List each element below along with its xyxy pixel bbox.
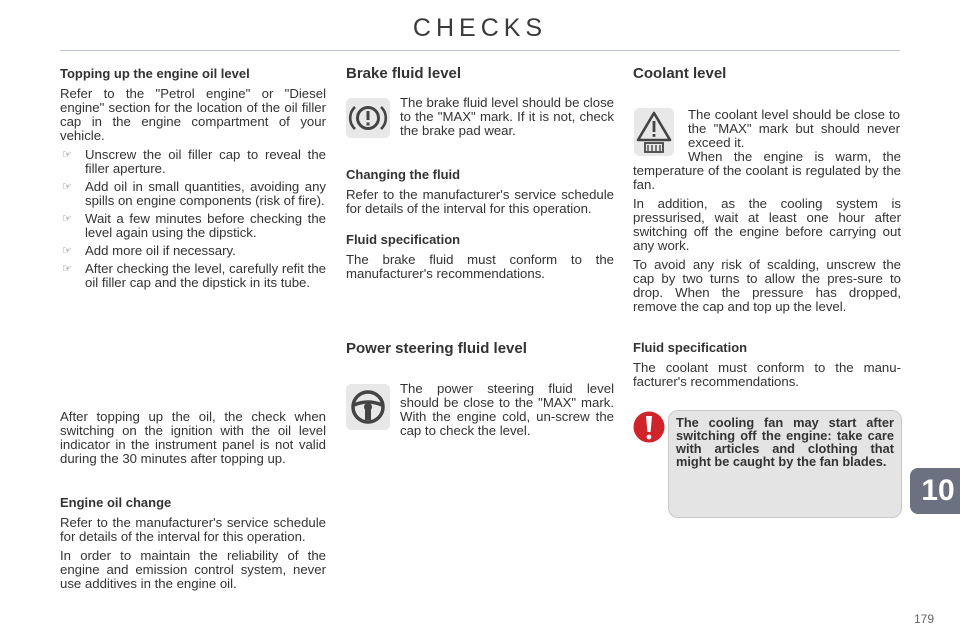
- exclamation-warning-icon: [633, 409, 665, 445]
- oil-change-p1: Refer to the manufacturer's service schedule for details of the interval for this operation.: [60, 515, 326, 544]
- brake-text: The brake fluid level should be close to the "MAX" mark. If it is not, check the brake pad wear.: [400, 95, 614, 138]
- page-title: CHECKS: [412, 14, 548, 42]
- brake-spec-text: The brake fluid must conform to the manufacturer's recommendations.: [346, 252, 614, 281]
- coolant-body: [633, 150, 901, 319]
- after-topping-note: After topping up the oil, the check when switching on the ignition with the oil level indicator in the instrument panel is not valid during the 30 minutes after topping up.: [60, 409, 326, 466]
- coolant-title: Coolant level: [633, 65, 727, 82]
- brake-spec-title: Fluid specification: [346, 232, 461, 247]
- changing-text: Refer to the manufacturer's service schedule for details of the interval for this operation.: [346, 187, 614, 216]
- list-item: ☞ Add more oil if necessary.: [62, 243, 236, 258]
- page-number: 179: [914, 612, 935, 626]
- coolant-spec-text: The coolant must conform to the manu-facturer's recommendations.: [633, 360, 901, 389]
- coolant-spec: [633, 341, 901, 394]
- header-divider: [60, 50, 900, 51]
- coolant-p3: In addition, as the cooling system is pressurised, wait at least one hour after switching off the engine before carrying out any work.: [633, 196, 901, 253]
- hand-pointer-icon: ☞: [62, 263, 72, 275]
- left-column-top: [60, 67, 326, 294]
- coolant-temperature-icon: [634, 108, 674, 156]
- power-title-block: [346, 342, 614, 356]
- topping-title: Topping up the engine oil level: [60, 66, 250, 81]
- left-column-bottom: [60, 410, 326, 596]
- hand-pointer-icon: ☞: [62, 213, 72, 225]
- oil-change-p2: In order to maintain the reliability of the engine and emission control system, never use additives in the engine oil.: [60, 548, 326, 591]
- oil-change-title: Engine oil change: [60, 495, 172, 510]
- coolant-title-block: [633, 67, 901, 81]
- warning-text: The cooling fan may start after switching off the engine: take care with articles and clothing that might be caught by the fan blades.: [676, 415, 894, 469]
- brake-details: [346, 168, 614, 286]
- steering-wheel-icon: [346, 384, 390, 430]
- coolant-p4: To avoid any risk of scalding, unscrew the cap by two turns to allow the pres-sure to drop. When the pressure has dropped, remove the cap and top up the level.: [633, 257, 901, 314]
- power-steering-text: The power steering fluid level should be close to the "MAX" mark. With the engine cold, un-screw the cap to check the level.: [400, 381, 614, 438]
- topping-steps: [60, 148, 326, 290]
- brake-title-block: [346, 67, 614, 81]
- power-steering-title: Power steering fluid level: [346, 340, 527, 357]
- list-item: ☞ Wait a few minutes before checking the level again using the dipstick.: [62, 211, 326, 240]
- hand-pointer-icon: ☞: [62, 149, 72, 161]
- coolant-spec-title: Fluid specification: [633, 340, 748, 355]
- list-item: ☞ After checking the level, carefully refit the oil filler cap and the dipstick in its tube.: [62, 261, 326, 290]
- list-item: ☞ Add oil in small quantities, avoiding any spills on engine components (risk of fire).: [62, 179, 326, 208]
- coolant-p2: When the engine is warm, the temperature of the coolant is regulated by the fan.: [633, 149, 901, 192]
- topping-intro: Refer to the "Petrol engine" or "Diesel engine" section for the location of the oil filler cap in the engine compartment of your vehicle.: [60, 86, 326, 143]
- hand-pointer-icon: ☞: [62, 245, 72, 257]
- list-item: ☞ Unscrew the oil filler cap to reveal the filler aperture.: [62, 147, 326, 176]
- changing-title: Changing the fluid: [346, 167, 461, 182]
- coolant-p1: The coolant level should be close to the "MAX" mark but should never exceed it.: [688, 107, 900, 150]
- brake-title: Brake fluid level: [346, 65, 462, 82]
- brake-warning-icon: [346, 98, 390, 138]
- hand-pointer-icon: ☞: [62, 181, 72, 193]
- chapter-tab: 10: [910, 468, 960, 514]
